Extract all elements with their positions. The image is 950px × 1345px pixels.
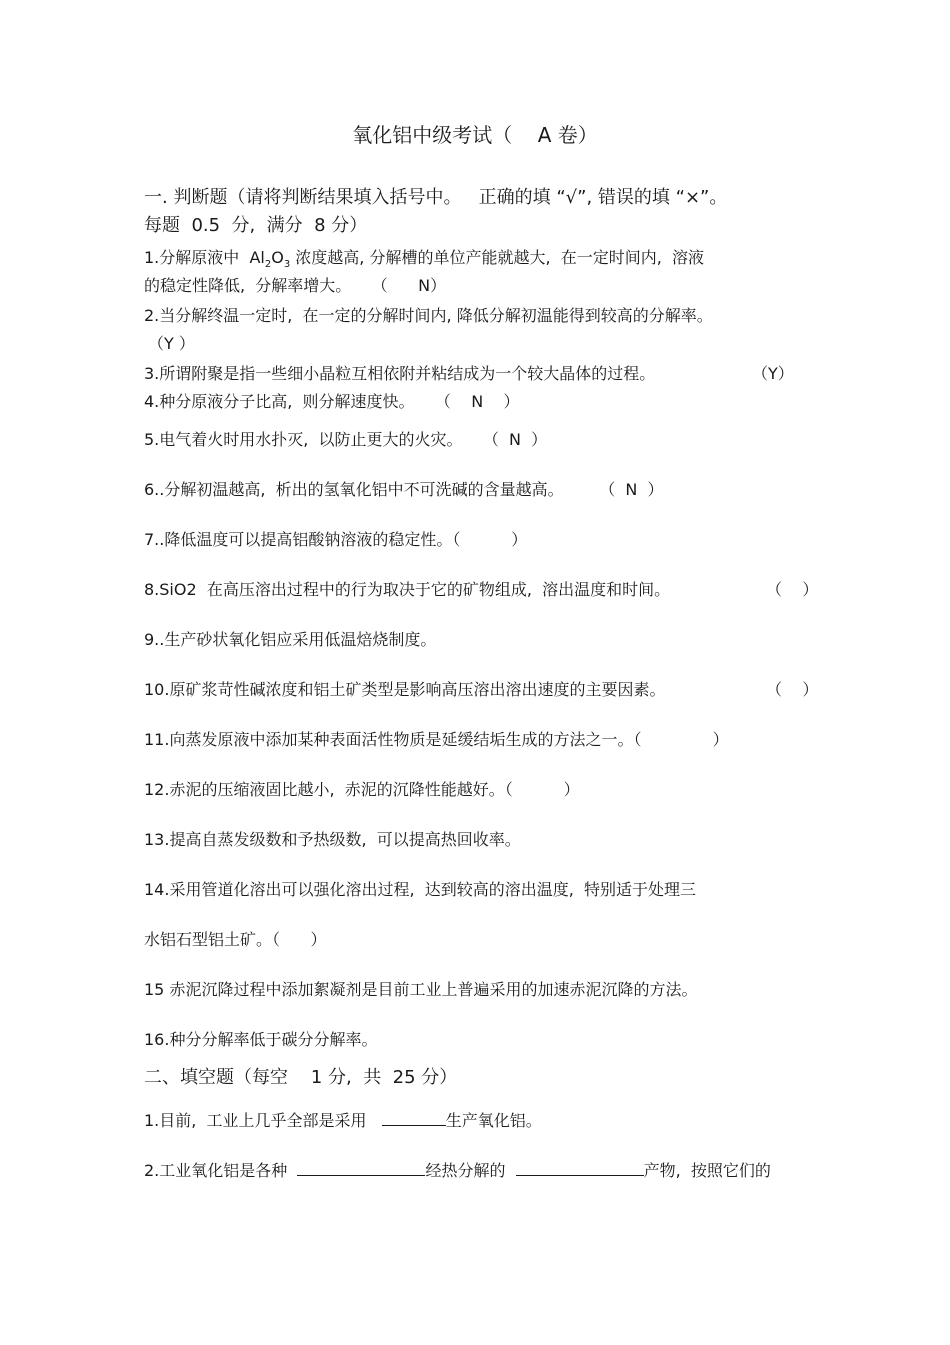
question-2-line1: 2.当分解终温一定时, 在一定的分解时间内, 降低分解初温能得到较高的分解率。 <box>144 306 713 325</box>
f2-before: 2.工业氧化铝是各种 <box>144 1161 298 1180</box>
question-9: 9..生产砂状氧化铝应采用低温焙烧制度。 <box>144 630 437 649</box>
f1-after: 生产氧化铝。 <box>445 1111 542 1130</box>
question-3-answer: （Y） <box>752 364 794 383</box>
question-10-answer: （ ） <box>766 680 819 699</box>
f2-middle: 经热分解的 <box>425 1161 516 1180</box>
fill-blank-2[interactable] <box>297 1160 425 1176</box>
question-11: 11.向蒸发原液中添加某种表面活性物质是延缓结垢生成的方法之一。（ ） <box>144 730 729 749</box>
fill-question-1 <box>144 1110 542 1131</box>
question-8: 8.SiO2 在高压溶出过程中的行为取决于它的矿物组成, 溶出温度和时间。 <box>144 580 671 599</box>
exam-title: 氧化铝中级考试（ A 卷） <box>352 123 598 147</box>
f2-after: 产物, 按照它们的 <box>643 1161 771 1180</box>
fill-blank-3[interactable] <box>516 1160 644 1176</box>
fill-blank-1[interactable] <box>382 1110 446 1126</box>
question-1-line2: 的稳定性降低, 分解率增大。 （ N） <box>144 276 447 295</box>
question-5: 5.电气着火时用水扑灭, 以防止更大的火灾。 （ N ） <box>144 430 548 449</box>
q1-text-b: O <box>271 248 284 267</box>
question-14-line2: 水铝石型铝土矿。（ ） <box>144 930 327 949</box>
section1-heading-line2: 每题 0.5 分, 满分 8 分） <box>144 215 368 236</box>
q1-subscript-2: 2 <box>264 259 272 271</box>
q1-text-c: 浓度越高, 分解槽的单位产能就越大, 在一定时间内, 溶液 <box>290 248 704 267</box>
question-7: 7..降低温度可以提高铝酸钠溶液的稳定性。（ ） <box>144 530 528 549</box>
question-12: 12.赤泥的压缩液固比越小, 赤泥的沉降性能越好。（ ） <box>144 780 580 799</box>
question-4: 4.种分原液分子比高, 则分解速度快。 （ N ） <box>144 392 520 411</box>
question-14-line1: 14.采用管道化溶出可以强化溶出过程, 达到较高的溶出温度, 特别适于处理三 <box>144 880 696 899</box>
question-8-answer: （ ） <box>766 580 819 599</box>
section2-heading: 二、填空题（每空 1 分, 共 25 分） <box>144 1067 458 1088</box>
question-2-line2: （Y ） <box>148 334 195 353</box>
question-3: 3.所谓附聚是指一些细小晶粒互相依附并粘结成为一个较大晶体的过程。 <box>144 364 656 383</box>
question-1-line1 <box>144 248 704 275</box>
question-10: 10.原矿浆苛性碱浓度和铝土矿类型是影响高压溶出溶出速度的主要因素。 <box>144 680 666 699</box>
question-15: 15 赤泥沉降过程中添加絮凝剂是目前工业上普遍采用的加速赤泥沉降的方法。 <box>144 980 698 999</box>
question-13: 13.提高自蒸发级数和予热级数, 可以提高热回收率。 <box>144 830 521 849</box>
section1-heading-line1: 一. 判断题（请将判断结果填入括号中。 正确的填 “√”, 错误的填 “×”。 <box>144 187 728 208</box>
f1-before: 1.目前, 工业上几乎全部是采用 <box>144 1111 382 1130</box>
q1-subscript-3: 3 <box>283 259 291 271</box>
q1-text-a: 1.分解原液中 Al <box>144 248 265 267</box>
question-16: 16.种分分解率低于碳分分解率。 <box>144 1030 378 1049</box>
question-6: 6..分解初温越高, 析出的氢氧化铝中不可洗碱的含量越高。 （ N ） <box>144 480 664 499</box>
fill-question-2 <box>144 1160 771 1181</box>
